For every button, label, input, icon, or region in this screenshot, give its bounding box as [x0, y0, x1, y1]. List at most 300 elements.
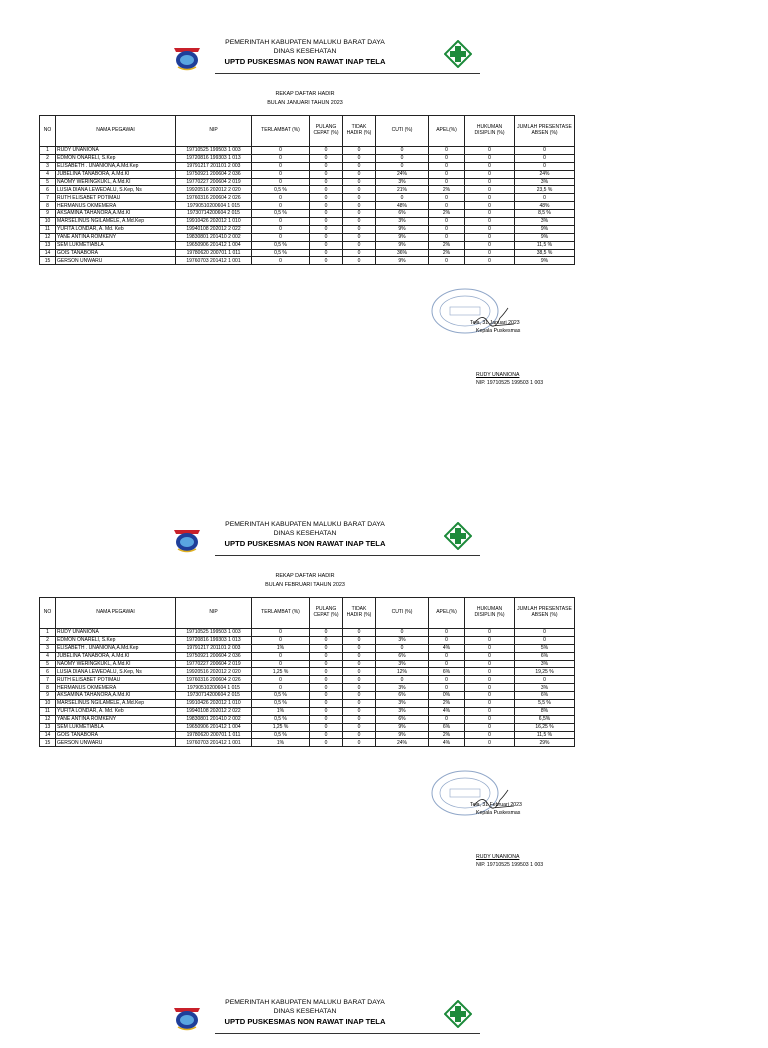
- table-cell: 0: [343, 218, 376, 226]
- table-cell: 1%: [252, 739, 310, 747]
- table-row: [40, 692, 575, 700]
- table-cell: 0: [343, 154, 376, 162]
- table-cell: 2%: [429, 241, 465, 249]
- table-cell: 5,5 %: [515, 700, 575, 708]
- report-month: BULAN JANUARI TAHUN 2023: [267, 100, 343, 106]
- table-cell: 19710525 199503 1 003: [176, 629, 252, 637]
- table-cell: 0: [376, 629, 429, 637]
- header-line1: PEMERINTAH KABUPATEN MALUKU BARAT DAYA: [225, 999, 385, 1006]
- table-row: [40, 202, 575, 210]
- table-cell: 0: [343, 178, 376, 186]
- table-cell: 19650906 201412 1 004: [176, 241, 252, 249]
- table-cell: 0: [465, 147, 515, 155]
- table-row: [40, 731, 575, 739]
- table-cell: 2%: [429, 249, 465, 257]
- table-cell: 0: [252, 629, 310, 637]
- table-cell: 19791217 201101 2 003: [176, 162, 252, 170]
- attendance-table: [39, 115, 575, 265]
- table-cell: 0,5 %: [252, 700, 310, 708]
- table-cell: 2%: [429, 186, 465, 194]
- table-cell: 0: [465, 715, 515, 723]
- table-cell: 0: [252, 147, 310, 155]
- table-cell: 48%: [376, 202, 429, 210]
- table-cell: 24%: [376, 739, 429, 747]
- table-cell: 14: [40, 249, 56, 257]
- table-cell: SEM LUKMETIABLA: [56, 723, 176, 731]
- column-header: CUTI (%): [376, 598, 429, 629]
- table-cell: 0: [429, 636, 465, 644]
- table-cell: 0: [343, 629, 376, 637]
- table-cell: 0: [310, 147, 343, 155]
- report-title: REKAP DAFTAR HADIR: [275, 573, 335, 579]
- table-cell: 0%: [429, 692, 465, 700]
- table-cell: 2%: [429, 210, 465, 218]
- table-row: [40, 684, 575, 692]
- table-cell: 3%: [376, 218, 429, 226]
- table-cell: 0: [310, 652, 343, 660]
- table-cell: 0: [343, 739, 376, 747]
- table-cell: 0: [310, 162, 343, 170]
- table-cell: 6%: [515, 652, 575, 660]
- table-cell: 11,5 %: [515, 731, 575, 739]
- table-row: [40, 162, 575, 170]
- table-cell: 36%: [376, 249, 429, 257]
- table-cell: 0: [429, 257, 465, 265]
- table-cell: 0: [343, 202, 376, 210]
- table-cell: 0: [310, 723, 343, 731]
- column-header: NAMA PEGAWAI: [56, 598, 176, 629]
- table-row: [40, 739, 575, 747]
- letterhead: [0, 38, 768, 88]
- table-cell: 0: [310, 739, 343, 747]
- table-cell: 0: [376, 676, 429, 684]
- table-cell: 0: [515, 676, 575, 684]
- table-cell: 0: [515, 147, 575, 155]
- table-cell: 0: [343, 162, 376, 170]
- table-cell: 0: [429, 660, 465, 668]
- report-title-block: [200, 90, 410, 108]
- letterhead-text: [200, 998, 410, 1027]
- table-cell: 0: [343, 233, 376, 241]
- table-cell: 12%: [376, 668, 429, 676]
- table-cell: 0: [465, 218, 515, 226]
- table-cell: 0: [465, 723, 515, 731]
- table-cell: 0: [465, 731, 515, 739]
- table-row: [40, 676, 575, 684]
- table-cell: 19910426 202012 1 010: [176, 700, 252, 708]
- table-row: [40, 186, 575, 194]
- table-cell: 0,5 %: [252, 731, 310, 739]
- table-row: [40, 225, 575, 233]
- column-header: TIDAK HADIR (%): [343, 598, 376, 629]
- table-cell: 0: [343, 194, 376, 202]
- table-cell: 2: [40, 154, 56, 162]
- table-cell: 8%: [515, 707, 575, 715]
- column-header: JUMLAH PRESENTASE ABSEN (%): [515, 598, 575, 629]
- table-cell: 19,25 %: [515, 668, 575, 676]
- table-cell: 0: [343, 644, 376, 652]
- regency-emblem-icon: [172, 524, 202, 554]
- table-cell: 3%: [515, 178, 575, 186]
- table-cell: 0: [310, 210, 343, 218]
- table-cell: 1%: [252, 644, 310, 652]
- table-cell: 6%: [376, 715, 429, 723]
- table-cell: 19650906 201412 1 004: [176, 723, 252, 731]
- table-row: [40, 660, 575, 668]
- table-cell: 0: [310, 170, 343, 178]
- table-cell: NAOMY WERINGKUKL, A.Md.KI: [56, 178, 176, 186]
- table-cell: 0: [310, 660, 343, 668]
- table-cell: 0: [252, 202, 310, 210]
- regency-emblem-icon: [172, 1002, 202, 1032]
- table-cell: 0: [429, 676, 465, 684]
- column-header: NO: [40, 116, 56, 147]
- table-cell: 0: [310, 178, 343, 186]
- column-header: PULANG CEPAT (%): [310, 598, 343, 629]
- table-cell: 6%: [376, 692, 429, 700]
- table-cell: 0: [343, 257, 376, 265]
- table-cell: 4%: [429, 644, 465, 652]
- table-cell: 19791217 201101 2 003: [176, 644, 252, 652]
- table-cell: 6%: [515, 692, 575, 700]
- table-cell: GOIS TANABORA: [56, 731, 176, 739]
- table-cell: 19760703 201412 1 001: [176, 739, 252, 747]
- table-row: [40, 257, 575, 265]
- table-cell: 3%: [376, 700, 429, 708]
- table-cell: 3%: [515, 218, 575, 226]
- signature-position: Kepala Puskesmas: [476, 810, 521, 816]
- table-cell: 0: [252, 225, 310, 233]
- table-cell: 0: [429, 652, 465, 660]
- header-line2: DINAS KESEHATAN: [273, 530, 337, 537]
- table-cell: 9%: [376, 731, 429, 739]
- table-cell: 14: [40, 731, 56, 739]
- table-cell: 0,5 %: [252, 210, 310, 218]
- table-cell: 0: [252, 178, 310, 186]
- table-cell: 0: [376, 154, 429, 162]
- table-cell: 0: [429, 218, 465, 226]
- table-cell: 24%: [376, 170, 429, 178]
- table-cell: 5%: [515, 644, 575, 652]
- header-line3: UPTD PUSKESMAS NON RAWAT INAP TELA: [224, 57, 386, 66]
- letterhead: [0, 520, 768, 570]
- table-cell: 0: [429, 170, 465, 178]
- table-cell: 1,25 %: [252, 668, 310, 676]
- table-cell: 2: [40, 636, 56, 644]
- report-title: REKAP DAFTAR HADIR: [275, 91, 335, 97]
- table-cell: HERMANUS OKMEMERA: [56, 684, 176, 692]
- table-cell: 19780620 200701 1 011: [176, 731, 252, 739]
- table-cell: 0: [465, 257, 515, 265]
- table-cell: 5: [40, 178, 56, 186]
- table-cell: 19750921 200604 2 036: [176, 652, 252, 660]
- table-cell: 0: [343, 707, 376, 715]
- table-cell: MARSELINUS NGILAMELE, A.Md.Kep: [56, 700, 176, 708]
- column-header: TERLAMBAT (%): [252, 116, 310, 147]
- table-cell: NAOMY WERINGKUKL, A.Md.KI: [56, 660, 176, 668]
- table-cell: 3%: [515, 684, 575, 692]
- table-cell: 21%: [376, 186, 429, 194]
- letterhead-text: [200, 38, 410, 67]
- table-cell: 0: [515, 636, 575, 644]
- table-cell: 0: [252, 233, 310, 241]
- table-cell: 0: [429, 202, 465, 210]
- table-cell: SEM LUKMETIABLA: [56, 241, 176, 249]
- table-cell: 19710525 199503 1 003: [176, 147, 252, 155]
- table-cell: 0: [465, 629, 515, 637]
- table-cell: LUSIA DIANA LEWEDALU, S.Kep, Ns: [56, 186, 176, 194]
- report-month: BULAN FEBRUARI TAHUN 2023: [265, 582, 345, 588]
- table-cell: 0: [465, 154, 515, 162]
- table-cell: 8,5 %: [515, 210, 575, 218]
- table-cell: 6%: [429, 723, 465, 731]
- table-cell: 0: [252, 170, 310, 178]
- table-cell: 3%: [376, 707, 429, 715]
- table-cell: 10: [40, 218, 56, 226]
- table-cell: 0: [343, 249, 376, 257]
- table-cell: JUBELINA TANABORA, A.Md.KI: [56, 170, 176, 178]
- header-line1: PEMERINTAH KABUPATEN MALUKU BARAT DAYA: [225, 521, 385, 528]
- table-cell: 6%: [376, 652, 429, 660]
- table-cell: 0: [343, 241, 376, 249]
- table-cell: 19760316 200604 2 026: [176, 194, 252, 202]
- header-line1: PEMERINTAH KABUPATEN MALUKU BARAT DAYA: [225, 39, 385, 46]
- table-cell: 0,5 %: [252, 241, 310, 249]
- table-cell: 0: [310, 257, 343, 265]
- column-header: HUKUMAN DISIPLIN (%): [465, 116, 515, 147]
- table-cell: AKSAMINA TAHANORA,A.Md.KI: [56, 210, 176, 218]
- table-cell: 3%: [376, 636, 429, 644]
- table-cell: 11: [40, 225, 56, 233]
- table-cell: 0: [429, 147, 465, 155]
- table-cell: 9%: [376, 233, 429, 241]
- table-cell: YANE ANTINA ROMKENY: [56, 233, 176, 241]
- table-cell: 9%: [515, 233, 575, 241]
- table-row: [40, 194, 575, 202]
- table-cell: GERSON UNWARU: [56, 257, 176, 265]
- table-cell: 0: [252, 162, 310, 170]
- table-cell: 1%: [252, 707, 310, 715]
- table-cell: 3: [40, 644, 56, 652]
- table-row: [40, 218, 575, 226]
- table-cell: JUBELINA TANABORA, A.Md.KI: [56, 652, 176, 660]
- table-cell: 2%: [429, 700, 465, 708]
- table-cell: 6: [40, 668, 56, 676]
- table-cell: 0,5 %: [252, 249, 310, 257]
- regency-emblem-icon: [172, 42, 202, 72]
- table-cell: 0: [343, 210, 376, 218]
- table-cell: 0: [465, 700, 515, 708]
- table-cell: 0: [343, 731, 376, 739]
- table-row: [40, 723, 575, 731]
- table-cell: 6,5%: [515, 715, 575, 723]
- table-row: [40, 652, 575, 660]
- letterhead-text: [200, 520, 410, 549]
- table-cell: 0: [343, 636, 376, 644]
- table-cell: 0: [310, 676, 343, 684]
- table-cell: 19830801 201410 2 002: [176, 715, 252, 723]
- table-cell: 0: [310, 154, 343, 162]
- signature-nip: NIP. 19710525 199503 1 003: [476, 380, 544, 386]
- table-cell: 11,5 %: [515, 241, 575, 249]
- table-cell: 9%: [376, 225, 429, 233]
- column-header: NIP: [176, 116, 252, 147]
- table-cell: YANE ANTINA ROMKENY: [56, 715, 176, 723]
- table-cell: 24%: [515, 170, 575, 178]
- table-cell: 9: [40, 692, 56, 700]
- table-cell: 19770227 200604 2 019: [176, 660, 252, 668]
- table-cell: 0: [343, 715, 376, 723]
- table-cell: 1: [40, 629, 56, 637]
- table-cell: 0: [429, 715, 465, 723]
- signature-nip: NIP. 19710525 199503 1 003: [476, 862, 544, 868]
- table-cell: 12: [40, 715, 56, 723]
- column-header: TERLAMBAT (%): [252, 598, 310, 629]
- table-cell: 0: [429, 225, 465, 233]
- header-line3: UPTD PUSKESMAS NON RAWAT INAP TELA: [224, 1017, 386, 1026]
- table-row: [40, 241, 575, 249]
- table-cell: 0: [310, 731, 343, 739]
- table-cell: 0: [343, 700, 376, 708]
- table-cell: 0: [310, 194, 343, 202]
- table-cell: 0: [376, 147, 429, 155]
- table-cell: 11: [40, 707, 56, 715]
- header-divider: [215, 555, 480, 556]
- table-cell: 0: [310, 668, 343, 676]
- table-cell: 19720816 199303 1 013: [176, 154, 252, 162]
- table-cell: 0: [252, 257, 310, 265]
- column-header: NAMA PEGAWAI: [56, 116, 176, 147]
- table-cell: 0: [515, 162, 575, 170]
- table-cell: 0: [465, 162, 515, 170]
- table-cell: 1,25 %: [252, 723, 310, 731]
- table-cell: 4: [40, 170, 56, 178]
- table-cell: 8: [40, 202, 56, 210]
- table-cell: 0: [310, 629, 343, 637]
- table-cell: 0: [465, 241, 515, 249]
- table-cell: 0: [343, 170, 376, 178]
- table-cell: 15: [40, 739, 56, 747]
- table-cell: ELISABETH . UNANIONA,A.Md.Kep: [56, 644, 176, 652]
- table-cell: 0: [465, 692, 515, 700]
- table-cell: 0: [310, 707, 343, 715]
- table-row: [40, 644, 575, 652]
- table-cell: 19730714200604 2 015: [176, 692, 252, 700]
- table-cell: 0: [465, 739, 515, 747]
- table-cell: 19770227 200604 2 019: [176, 178, 252, 186]
- table-cell: 0: [465, 170, 515, 178]
- table-cell: 0: [310, 636, 343, 644]
- table-row: [40, 233, 575, 241]
- table-cell: MARSELINUS NGILAMELE, A.Md.Kep: [56, 218, 176, 226]
- table-cell: 0: [252, 194, 310, 202]
- table-cell: 15: [40, 257, 56, 265]
- table-cell: 0: [310, 241, 343, 249]
- table-cell: 13: [40, 723, 56, 731]
- table-row: [40, 170, 575, 178]
- table-cell: AKSAMINA TAHANORA,A.Md.KI: [56, 692, 176, 700]
- column-header: APEL(%): [429, 598, 465, 629]
- table-cell: 3%: [515, 660, 575, 668]
- table-cell: 0: [252, 154, 310, 162]
- table-cell: 0: [343, 147, 376, 155]
- column-header: NO: [40, 598, 56, 629]
- table-cell: 0: [310, 218, 343, 226]
- health-cross-icon: [444, 40, 472, 68]
- table-cell: 0: [465, 668, 515, 676]
- table-cell: 0,5 %: [252, 715, 310, 723]
- signature-position: Kepala Puskesmas: [476, 328, 521, 334]
- table-cell: 23,5 %: [515, 186, 575, 194]
- table-cell: 0: [465, 194, 515, 202]
- table-cell: 0: [465, 684, 515, 692]
- column-header: PULANG CEPAT (%): [310, 116, 343, 147]
- table-cell: 19940108 202012 2 022: [176, 707, 252, 715]
- table-cell: 0: [252, 636, 310, 644]
- table-cell: 0: [343, 186, 376, 194]
- table-row: [40, 668, 575, 676]
- table-cell: 9%: [376, 241, 429, 249]
- table-cell: 9: [40, 210, 56, 218]
- table-cell: 0: [465, 233, 515, 241]
- table-cell: 9%: [515, 257, 575, 265]
- table-cell: 0: [343, 225, 376, 233]
- table-cell: 19730714200604 2 015: [176, 210, 252, 218]
- column-header: JUMLAH PRESENTASE ABSEN (%): [515, 116, 575, 147]
- table-cell: 7: [40, 194, 56, 202]
- table-cell: 0: [252, 218, 310, 226]
- table-cell: HERMANUS OKMEMERA: [56, 202, 176, 210]
- table-cell: 4: [40, 652, 56, 660]
- table-cell: GOIS TANABORA: [56, 249, 176, 257]
- table-cell: YUFITA LONDAR, A. Md. Keb: [56, 707, 176, 715]
- table-cell: 0: [429, 162, 465, 170]
- table-cell: 7: [40, 676, 56, 684]
- table-cell: 0: [343, 684, 376, 692]
- table-cell: 0: [343, 668, 376, 676]
- table-cell: 29%: [515, 739, 575, 747]
- table-row: [40, 629, 575, 637]
- table-row: [40, 178, 575, 186]
- table-cell: 0: [376, 644, 429, 652]
- table-cell: 0: [465, 249, 515, 257]
- table-cell: 19920516 202012 2 020: [176, 186, 252, 194]
- table-cell: 0: [515, 629, 575, 637]
- table-row: [40, 707, 575, 715]
- table-cell: 0: [343, 692, 376, 700]
- header-line2: DINAS KESEHATAN: [273, 1008, 337, 1015]
- table-cell: 16,25 %: [515, 723, 575, 731]
- table-cell: 0: [465, 660, 515, 668]
- table-cell: 19790510200604 1 015: [176, 202, 252, 210]
- table-cell: 5: [40, 660, 56, 668]
- table-cell: EDMON ONARELI, S.Kep: [56, 154, 176, 162]
- table-cell: 0: [465, 210, 515, 218]
- table-cell: 0: [429, 178, 465, 186]
- table-cell: 0: [376, 194, 429, 202]
- signature-name: RUDY UNANIONA: [476, 854, 520, 860]
- table-cell: 48%: [515, 202, 575, 210]
- table-cell: 0: [343, 660, 376, 668]
- table-cell: 12: [40, 233, 56, 241]
- table-cell: 0: [252, 676, 310, 684]
- table-cell: 0: [343, 676, 376, 684]
- table-cell: 38,5 %: [515, 249, 575, 257]
- table-row: [40, 249, 575, 257]
- table-cell: 0: [465, 186, 515, 194]
- table-cell: 0: [310, 684, 343, 692]
- column-header: APEL(%): [429, 116, 465, 147]
